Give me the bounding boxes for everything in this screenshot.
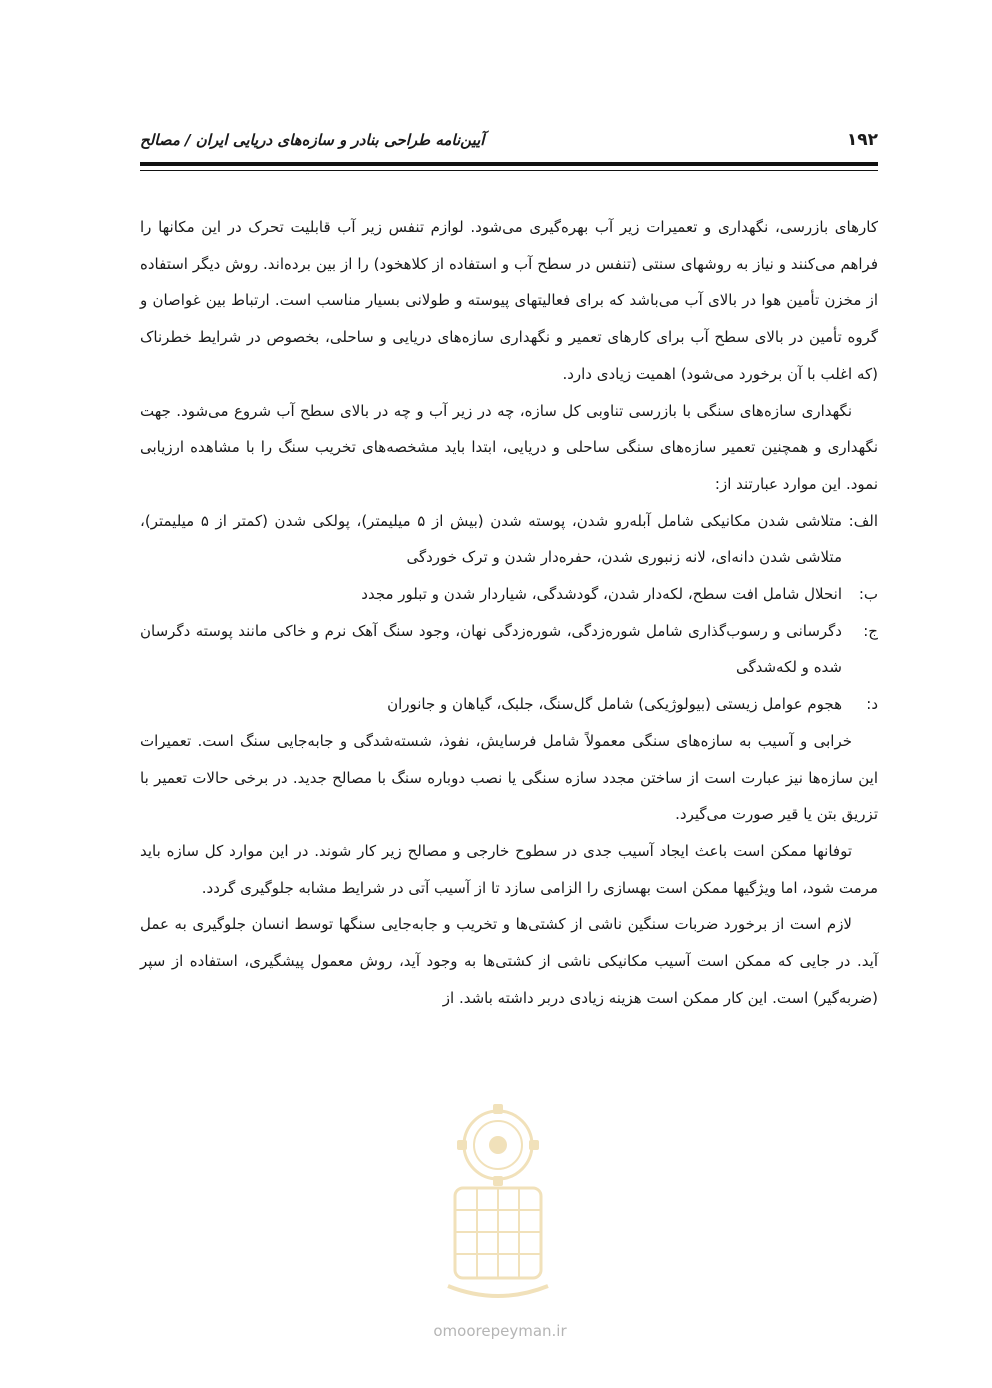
- running-title: آیین‌نامه طراحی بنادر و سازه‌های دریایی ایران / مصالح: [140, 131, 485, 149]
- list-item-label: ب:: [858, 585, 878, 604]
- paragraph-2: نگهداری سازه‌های سنگی با بازرسی تناوبی کل سازه، چه در زیر آب و چه در بالای سطح آب شروع می‌شود. جهت نگهداری و همچنین تعمیر سازه‌های سنگی ساحلی و دریایی، ابتدا باید مشخصه‌های تخریب سنگ را با مشاهده ارزیابی نمود. این موارد عبارتند از:: [140, 401, 878, 493]
- list-item-text: متلاشی شدن مکانیکی شامل آبله‌رو شدن، پوسته شدن (بیش از ۵ میلیمتر)، پولکی شدن (کمتر از ۵ میلیمتر)، متلاشی شدن دانه‌ای، لانه زنبوری شدن، حفره‌دار شدن و ترک خوردگی: [140, 511, 842, 567]
- list-item: [140, 613, 878, 686]
- watermark-url: omoorepeyman.ir: [433, 1322, 567, 1340]
- header-rule-thick: [140, 162, 878, 166]
- list-item-label: د:: [866, 695, 878, 714]
- list-item-text: هجوم عوامل زیستی (بیولوژیکی) شامل گل‌سنگ، جلبک، گیاهان و جانوران: [387, 695, 842, 714]
- header-rule-thin: [140, 170, 878, 171]
- list-item-label: الف:: [848, 511, 878, 530]
- page-header: [140, 124, 878, 156]
- list-item-text: دگرسانی و رسوب‌گذاری شامل شوره‌زدگی، شوره‌زدگی نهان، وجود سنگ آهک نرم و خاکی مانند پوسته دگرسان شده و لکه‌شدگی: [140, 621, 842, 677]
- list-item-text: انحلال شامل افت سطح، لکه‌دار شدن، گودشدگی، شیاردار شدن و تبلور مجدد: [361, 585, 842, 604]
- paragraph-4: توفانها ممکن است باعث ایجاد آسیب جدی در سطوح خارجی و مصالح زیر کار شوند. در این موارد کل سازه باید مرمت شود، اما ویژگیها ممکن است بهسازی را الزامی سازد تا از آسیب آتی در شرایط مشابه جلوگیری گردد.: [140, 841, 878, 897]
- body-text: [140, 209, 878, 1016]
- page-number: ۱۹۲: [846, 130, 878, 150]
- paragraph-3: خرابی و آسیب به سازه‌های سنگی معمولاً شامل فرسایش، نفوذ، شسته‌شدگی و جابه‌جایی سنگ است. تعمیرات این سازه‌ها نیز عبارت است از ساختن مجدد سازه سنگی یا نصب دوباره سنگ با مصالح جدید. در برخی حالات تعمیر با تزریق بتن یا قیر صورت می‌گیرد.: [140, 731, 878, 824]
- list-item: [140, 503, 878, 576]
- paragraph-1: کارهای بازرسی، نگهداری و تعمیرات زیر آب بهره‌گیری می‌شود. لوازم تنفس زیر آب قابلیت تحرک در این مکانها را فراهم می‌کنند و نیاز به روشهای سنتی (تنفس در سطح آب و استفاده از کلاهخود) را از بین برده‌اند. روش دیگر استفاده از مخزن تأمین هوا در بالای آب می‌باشد که برای فعالیتهای پیوسته و طولانی بسیار مناسب است. ارتباط بین غواصان و گروه تأمین در بالای سطح آب برای کارهای تعمیر و نگهداری سازه‌های دریایی و ساحلی، بخصوص در شرایط خطرناک (که اغلب با آن برخورد می‌شود) اهمیت زیادی دارد.: [140, 218, 878, 383]
- paragraph-5: لازم است از برخورد ضربات سنگین ناشی از کشتی‌ها و تخریب و جابه‌جایی سنگها توسط انسان جلوگیری به عمل آید. در جایی که ممکن است آسیب مکانیکی ناشی از کشتی‌ها به وجود آید، روش معمول پیشگیری، استفاده از سپر (ضربه‌گیر) است. این کار ممکن است هزینه زیادی دربر داشته باشد. از: [140, 915, 878, 1007]
- list-item: [140, 686, 878, 723]
- watermark-logo-icon: [433, 1100, 563, 1310]
- list-item-label: ج:: [863, 621, 878, 640]
- list-item: [140, 576, 878, 613]
